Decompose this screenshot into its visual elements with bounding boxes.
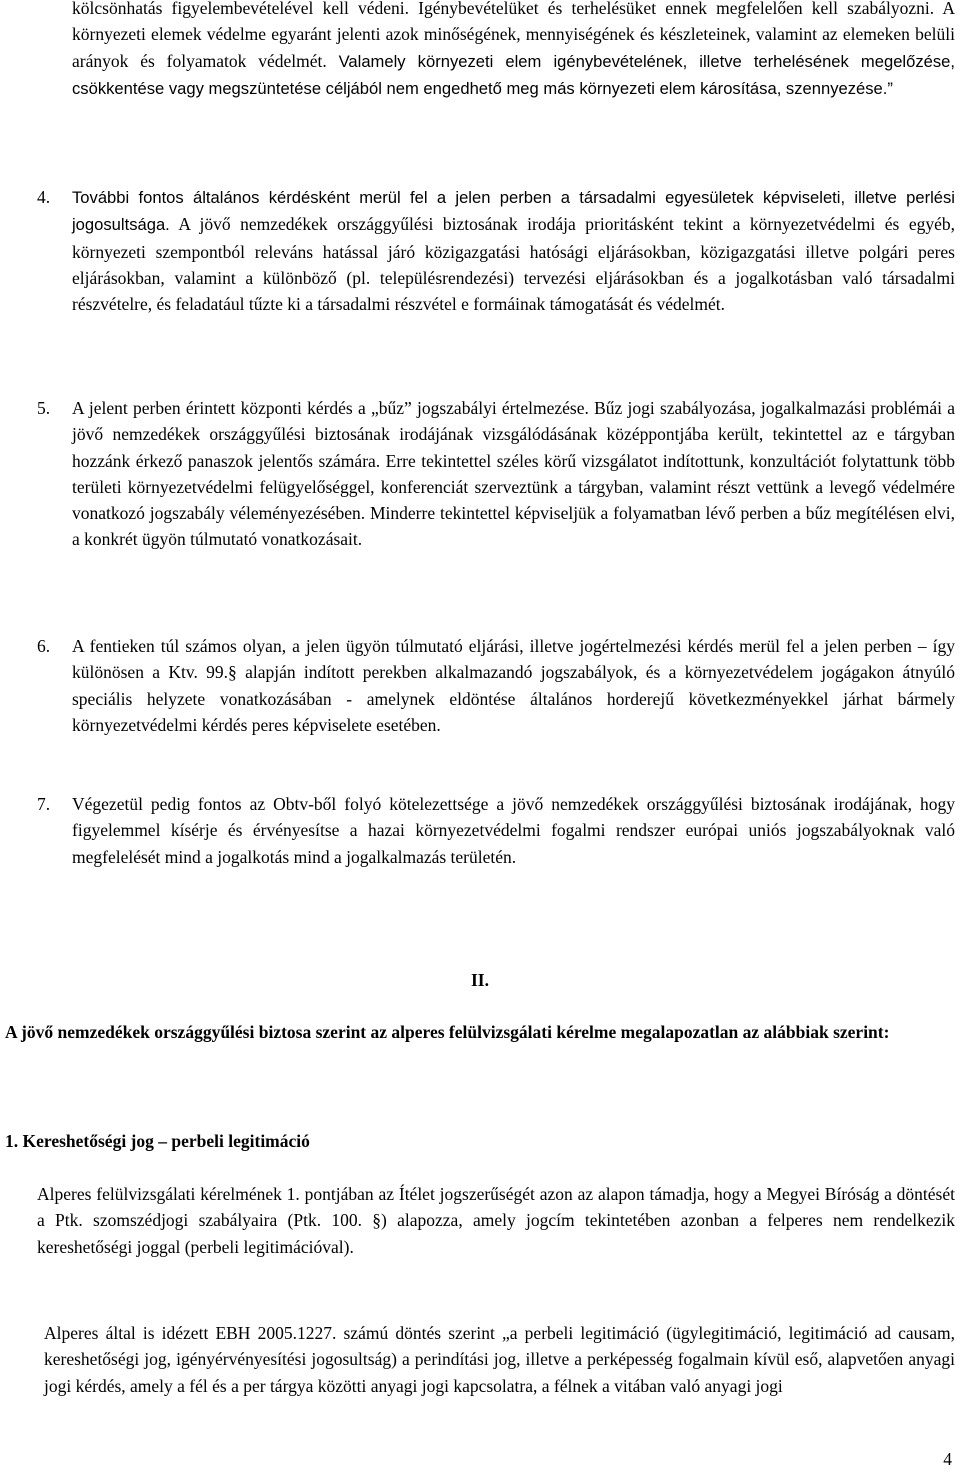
subheading-legitimacy: 1. Kereshetőségi jog – perbeli legitimáció [5,1131,310,1151]
item-number-5: 5. [37,398,51,418]
section-title-text: A jövő nemzedékek országgyűlési biztosa szerint az alperes felülvizsgálati kérelme megalapozatlan az alábbiak szerint: [5,1022,890,1042]
item-4-text-sans: További fontos általános kérdésként merül fel a jelen perben a társadalmi egyesületek képviseleti, illetve perlési jogosultsága. [72,188,955,235]
item-number-6: 6. [37,636,51,656]
item-4-text: A jövő nemzedékek országgyűlési biztosának irodája prioritásként tekint a környezetvédelmi és egyéb, környezeti szempontból releváns hatással járó közigazgatási hatósági eljárásokban, közigazgatási illetve polgári peres eljárásokban, valamint a különböző (pl. településrendezési) tervezési eljárásokban és a jogalkotásban való társadalmi részvételre, és feladatául tűzte ki a társadalmi részvétel e formáinak támogatását és védelmét. [72,214,955,315]
section-paragraph-2-text: Alperes által is idézett EBH 2005.1227. számú döntés szerint „a perbeli legitimáció (ügylegitimáció, legitimáció ad causam, kereshetőségi jog, igényérvényesítési jogosultság) a perindítási jog, illetve a perképesség fogalmain kívül eső, alapvetően anyagi jogi kérdés, amely a fél és a per tárgya közötti anyagi jogi kapcsolatra, a félnek a vitában való anyagi jogi [44,1323,955,1396]
section-paragraph-1 [37,1181,955,1260]
item-4-paragraph [72,184,955,317]
section-roman-heading: II. [471,970,489,990]
intro-text: kölcsönhatás figyelembevételével kell védeni. Igénybevételüket és terhelésüket ennek megfelelően kell szabályozni. A környezeti elemek védelme egyaránt jelenti azok minőségének, mennyiségének és készleteinek, valamint az elemeken belüli arányok és folyamatok védelmét. [72,0,955,71]
item-5-paragraph [72,395,955,553]
item-number-7: 7. [37,794,51,814]
section-paragraph-1-text: Alperes felülvizsgálati kérelmének 1. pontjában az Ítélet jogszerűségét azon az alapon támadja, hogy a Megyei Bíróság a döntését a Ptk. szomszédjogi szabályaira (Ptk. 100. §) alapozza, amely jogcím tekintetében azonban a felperes nem rendelkezik kereshetőségi joggal (perbeli legitimációval). [37,1184,955,1257]
item-6-paragraph [72,633,955,738]
section-title [5,1019,955,1045]
item-6-text: A fentieken túl számos olyan, a jelen ügyön túlmutató eljárási, illetve jogértelmezési kérdés merül fel a jelen perben – így különösen a Ktv. 99.§ alapján indított perekben alkalmazandó jogszabályok, és a környezetvédelem jogágakon átnyúló speciális helyzete vonatkozásában - amelynek eldöntése általános horderejű következményekkel járhat bármely környezetvédelmi kérdés peres képviselete esetében. [72,636,955,735]
intro-paragraph [72,0,955,102]
item-5-text: A jelent perben érintett központi kérdés a „bűz” jogszabályi értelmezése. Bűz jogi szabályozása, jogalkalmazási problémái a jövő nemzedékek országgyűlési biztosának irodájának vizsgálódásának középpontjába került, tekintettel az e tárgyban hozzánk érkező panaszok jelentős számára. Erre tekintettel széles körű vizsgálatot indítottunk, konzultációt folytattunk több területi környezetvédelmi felügyelőséggel, konferenciát szerveztünk a tárgyban, valamint részt vettünk a levegő védelmére vonatkozó jogszabály véleményezésében. Minderre tekintettel képviseljük a folyamatban lévő perben a bűz megítélésen elvi, a konkrét ügyön túlmutató vonatkozásait. [72,398,955,550]
section-paragraph-2 [44,1320,955,1399]
item-number-4: 4. [37,187,51,207]
intro-text-quote: Valamely környezeti elem igénybevételének, illetve terhelésének megelőzése, csökkentése vagy megszüntetése céljából nem engedhető meg más környezeti elem károsítása, szennyezése.” [72,51,956,98]
item-7-text: Végezetül pedig fontos az Obtv-ből folyó kötelezettsége a jövő nemzedékek országgyűlési biztosának irodájának, hogy figyelemmel kísérje és érvényesítse a hazai környezetvédelmi fogalmi rendszer európai uniós jogszabályoknak való megfelelését mind a jogalkotás mind a jogalkalmazás területén. [72,794,955,867]
page-number: 4 [943,1449,952,1469]
item-7-paragraph [72,791,955,870]
